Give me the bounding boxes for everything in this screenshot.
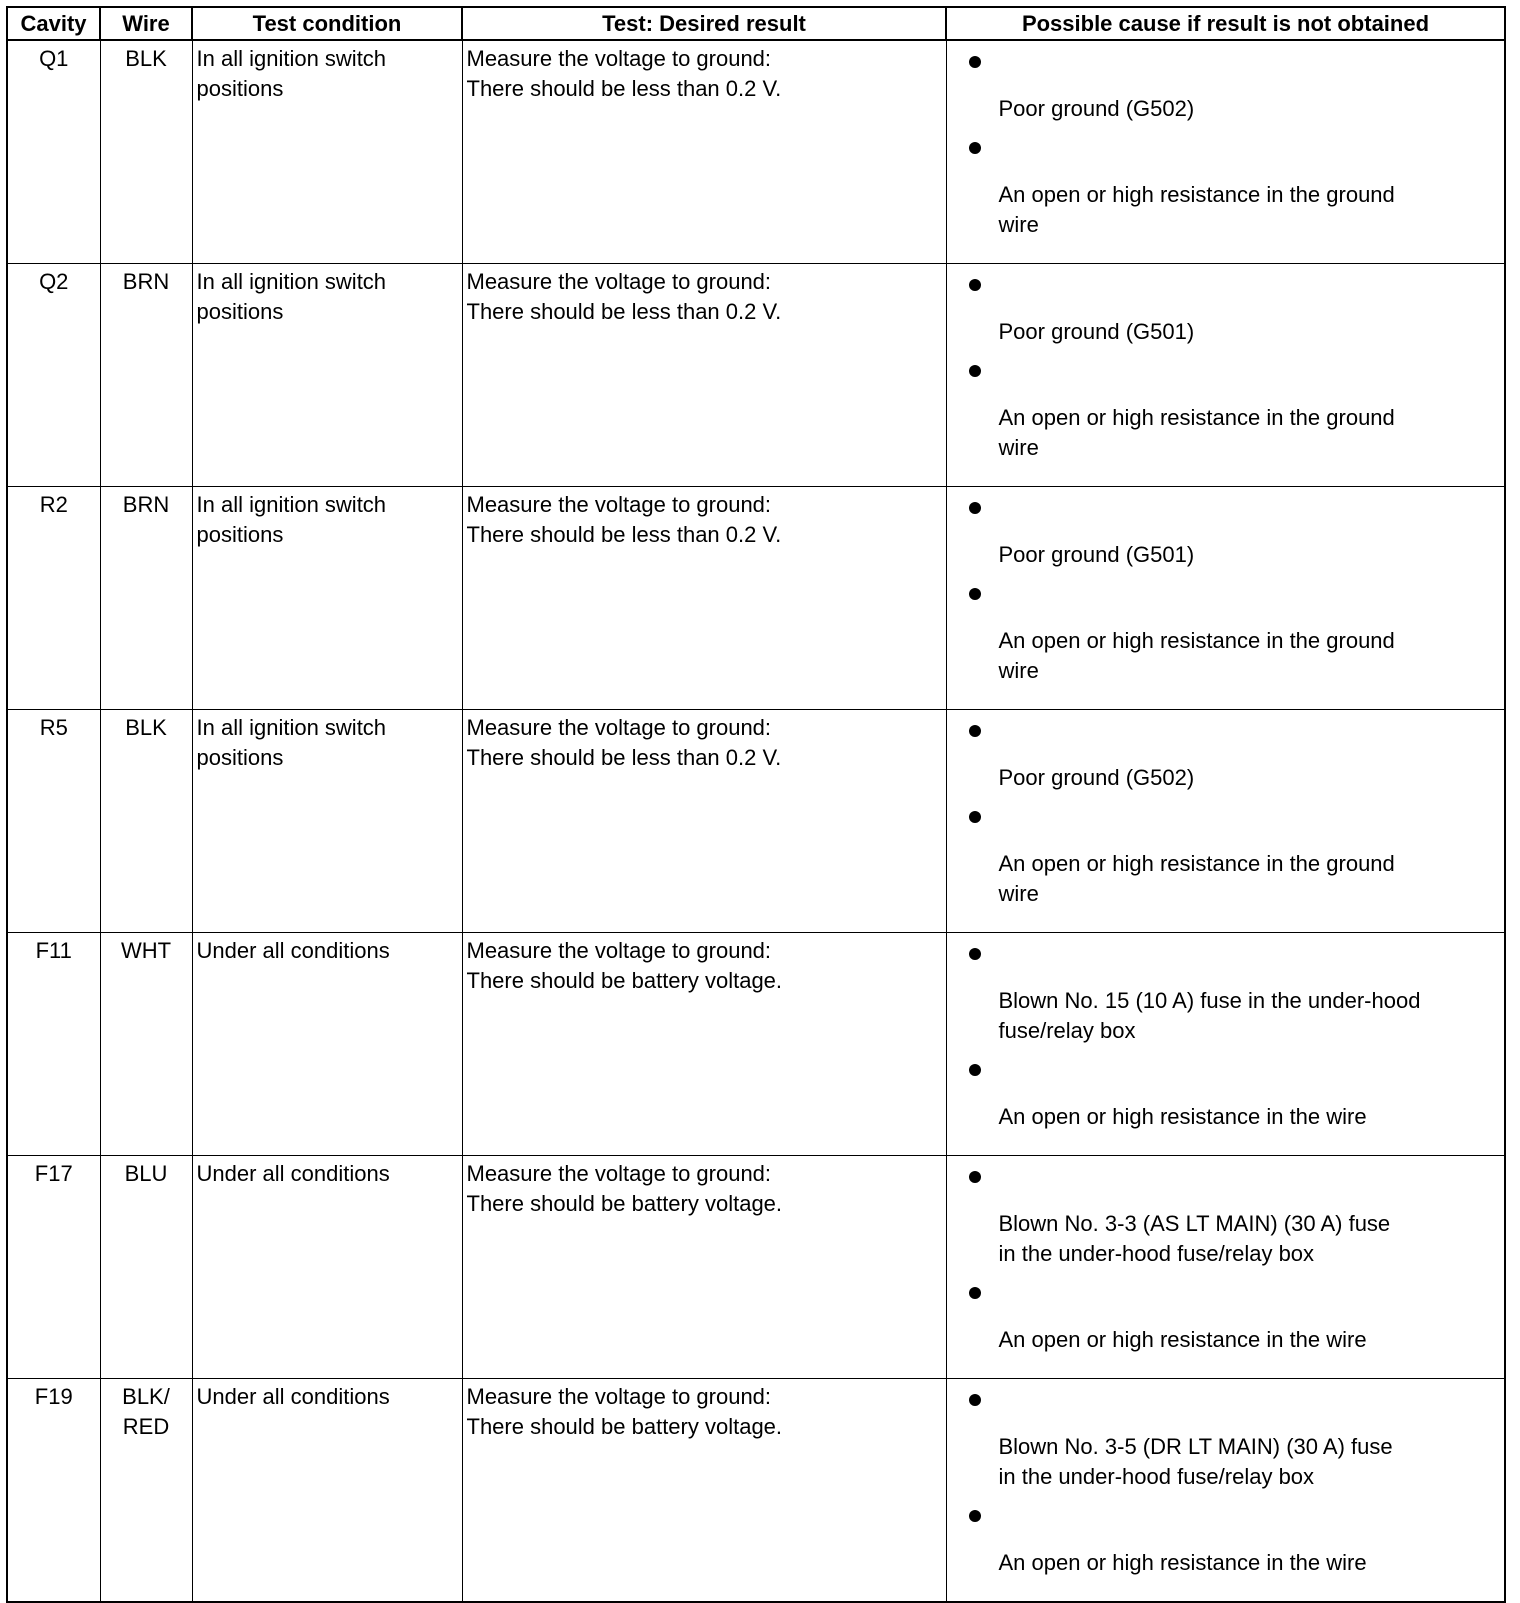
test-condition-cell	[192, 933, 462, 1156]
cause-text	[999, 1510, 1501, 1578]
cause-item	[947, 264, 1505, 347]
table-row	[7, 40, 1505, 264]
test-condition-text: Under all conditions	[196, 1384, 390, 1409]
desired-result-cell	[462, 40, 946, 264]
desired-result-text: Measure the voltage to ground:	[466, 1384, 772, 1409]
test-condition-text: In all ignition switch	[196, 715, 387, 740]
cause-text	[999, 811, 1501, 909]
cause-text	[999, 279, 1501, 347]
cavity-label: F17	[34, 1161, 73, 1186]
cause-text	[999, 725, 1501, 793]
wire-cell	[100, 933, 192, 1156]
desired-result-text: Measure the voltage to ground:	[466, 715, 772, 740]
desired-result-text: Measure the voltage to ground:	[466, 46, 772, 71]
cause-text	[999, 365, 1501, 463]
table-row	[7, 710, 1505, 933]
bullet-icon	[969, 948, 981, 960]
desired-result-text: There should be battery voltage.	[466, 1191, 783, 1216]
possible-cause-cell	[946, 487, 1505, 710]
cause-text-line: An open or high resistance in the wire	[998, 1104, 1367, 1129]
wire-cell	[100, 487, 192, 710]
cavity-cell	[7, 264, 100, 487]
desired-result-text: Measure the voltage to ground:	[466, 492, 772, 517]
test-condition-text: positions	[196, 76, 284, 101]
bullet-icon	[969, 1510, 981, 1522]
cause-text-line: An open or high resistance in the wire	[998, 1550, 1367, 1575]
possible-cause-cell	[946, 264, 1505, 487]
cause-item	[947, 933, 1505, 1046]
cavity-cell	[7, 933, 100, 1156]
cavity-cell	[7, 487, 100, 710]
desired-result-text: Measure the voltage to ground:	[466, 1161, 772, 1186]
header-possible-cause: Possible cause if result is not obtained	[946, 7, 1505, 40]
cause-text	[999, 142, 1501, 240]
header-cavity: Cavity	[7, 7, 100, 40]
desired-result-text: Measure the voltage to ground:	[466, 269, 772, 294]
bullet-icon	[969, 56, 981, 68]
test-condition-text: In all ignition switch	[196, 269, 387, 294]
cause-item	[947, 570, 1505, 686]
header-desired-result: Test: Desired result	[462, 7, 946, 40]
wire-cell	[100, 1379, 192, 1603]
header-test-condition: Test condition	[192, 7, 462, 40]
desired-result-text: There should be battery voltage.	[466, 968, 783, 993]
cause-text-line: An open or high resistance in the ground	[998, 851, 1395, 876]
cause-text-line: Poor ground (G501)	[998, 542, 1195, 567]
cause-text-line: in the under-hood fuse/relay box	[998, 1241, 1315, 1266]
cause-text	[999, 588, 1501, 686]
wire-color-text: BLK/	[122, 1384, 170, 1409]
wire-cell	[100, 264, 192, 487]
test-condition-cell	[192, 1379, 462, 1603]
desired-result-text: There should be less than 0.2 V.	[466, 522, 782, 547]
desired-result-text: There should be less than 0.2 V.	[466, 76, 782, 101]
table-row	[7, 264, 1505, 487]
desired-result-cell	[462, 487, 946, 710]
cause-item	[947, 1492, 1505, 1578]
desired-result-cell	[462, 710, 946, 933]
cause-item	[947, 1269, 1505, 1355]
bullet-icon	[969, 1394, 981, 1406]
bullet-icon	[969, 279, 981, 291]
desired-result-text: There should be less than 0.2 V.	[466, 745, 782, 770]
bullet-icon	[969, 502, 981, 514]
test-condition-text: Under all conditions	[196, 1161, 390, 1186]
cavity-cell	[7, 1379, 100, 1603]
test-condition-cell	[192, 1156, 462, 1379]
bullet-icon	[969, 1171, 981, 1183]
desired-result-cell	[462, 1379, 946, 1603]
cause-item	[947, 41, 1505, 124]
possible-cause-cell	[946, 933, 1505, 1156]
cause-item	[947, 347, 1505, 463]
table-row	[7, 933, 1505, 1156]
desired-result-text: There should be less than 0.2 V.	[466, 299, 782, 324]
bullet-icon	[969, 725, 981, 737]
connector-test-table	[6, 6, 1506, 1603]
possible-cause-cell	[946, 710, 1505, 933]
test-condition-text: positions	[196, 522, 284, 547]
cause-text-line: wire	[998, 435, 1039, 460]
cause-text-line: wire	[998, 212, 1039, 237]
wire-color-text: BRN	[122, 269, 170, 294]
cause-item	[947, 487, 1505, 570]
cause-text-line: Poor ground (G502)	[998, 765, 1195, 790]
cause-text-line: wire	[998, 658, 1039, 683]
cause-text-line: Blown No. 3-5 (DR LT MAIN) (30 A) fuse	[998, 1434, 1393, 1459]
cause-text-line: Poor ground (G502)	[998, 96, 1195, 121]
cavity-label: Q1	[39, 46, 69, 71]
cause-text-line: An open or high resistance in the ground	[998, 182, 1395, 207]
cause-text-line: An open or high resistance in the ground	[998, 405, 1395, 430]
desired-result-text: Measure the voltage to ground:	[466, 938, 772, 963]
cause-text	[999, 56, 1501, 124]
cause-text	[999, 1287, 1501, 1355]
test-condition-text: Under all conditions	[196, 938, 390, 963]
table-row	[7, 1156, 1505, 1379]
header-wire: Wire	[100, 7, 192, 40]
possible-cause-cell	[946, 1379, 1505, 1603]
cavity-label: R2	[39, 492, 68, 517]
bullet-icon	[969, 588, 981, 600]
table-row	[7, 487, 1505, 710]
cavity-label: Q2	[39, 269, 69, 294]
cause-item	[947, 1379, 1505, 1492]
possible-cause-cell	[946, 1156, 1505, 1379]
wire-color-text: BLK	[125, 46, 167, 71]
cavity-label: F11	[35, 938, 72, 963]
cause-text-line: Poor ground (G501)	[998, 319, 1195, 344]
desired-result-text: There should be battery voltage.	[466, 1414, 783, 1439]
bullet-icon	[969, 1287, 981, 1299]
cause-text-line: An open or high resistance in the wire	[998, 1327, 1367, 1352]
bullet-icon	[969, 811, 981, 823]
test-condition-cell	[192, 487, 462, 710]
wire-color-text: BRN	[122, 492, 170, 517]
table-row	[7, 1379, 1505, 1603]
cavity-label: F19	[34, 1384, 73, 1409]
table-wrapper	[6, 6, 1504, 1603]
cavity-cell	[7, 1156, 100, 1379]
cause-text-line: fuse/relay box	[998, 1018, 1136, 1043]
cause-text-line: Blown No. 15 (10 A) fuse in the under-hood	[998, 988, 1421, 1013]
cavity-cell	[7, 710, 100, 933]
cause-item	[947, 124, 1505, 240]
cause-item	[947, 710, 1505, 793]
cause-item	[947, 793, 1505, 909]
wire-cell	[100, 40, 192, 264]
cause-text	[999, 1171, 1501, 1269]
desired-result-cell	[462, 264, 946, 487]
test-condition-cell	[192, 710, 462, 933]
bullet-icon	[969, 1064, 981, 1076]
wire-color-text: BLK	[125, 715, 167, 740]
possible-cause-cell	[946, 40, 1505, 264]
cavity-cell	[7, 40, 100, 264]
cause-item	[947, 1046, 1505, 1132]
wire-color-text: WHT	[120, 938, 172, 963]
test-condition-text: In all ignition switch	[196, 492, 387, 517]
desired-result-cell	[462, 1156, 946, 1379]
wire-cell	[100, 1156, 192, 1379]
cause-text	[999, 948, 1501, 1046]
cause-text	[999, 1064, 1501, 1132]
cause-item	[947, 1156, 1505, 1269]
header-row	[7, 7, 1505, 40]
wire-cell	[100, 710, 192, 933]
test-condition-cell	[192, 40, 462, 264]
test-condition-cell	[192, 264, 462, 487]
bullet-icon	[969, 365, 981, 377]
test-condition-text: In all ignition switch	[196, 46, 387, 71]
cause-text-line: Blown No. 3-3 (AS LT MAIN) (30 A) fuse	[998, 1211, 1391, 1236]
desired-result-cell	[462, 933, 946, 1156]
cavity-label: R5	[39, 715, 68, 740]
bullet-icon	[969, 142, 981, 154]
test-condition-text: positions	[196, 745, 284, 770]
table-body	[7, 40, 1505, 1602]
test-condition-text: positions	[196, 299, 284, 324]
wire-color-text: RED	[122, 1414, 170, 1439]
cause-text	[999, 502, 1501, 570]
cause-text	[999, 1394, 1501, 1492]
cause-text-line: An open or high resistance in the ground	[998, 628, 1395, 653]
cause-text-line: wire	[998, 881, 1039, 906]
wire-color-text: BLU	[124, 1161, 168, 1186]
cause-text-line: in the under-hood fuse/relay box	[998, 1464, 1315, 1489]
